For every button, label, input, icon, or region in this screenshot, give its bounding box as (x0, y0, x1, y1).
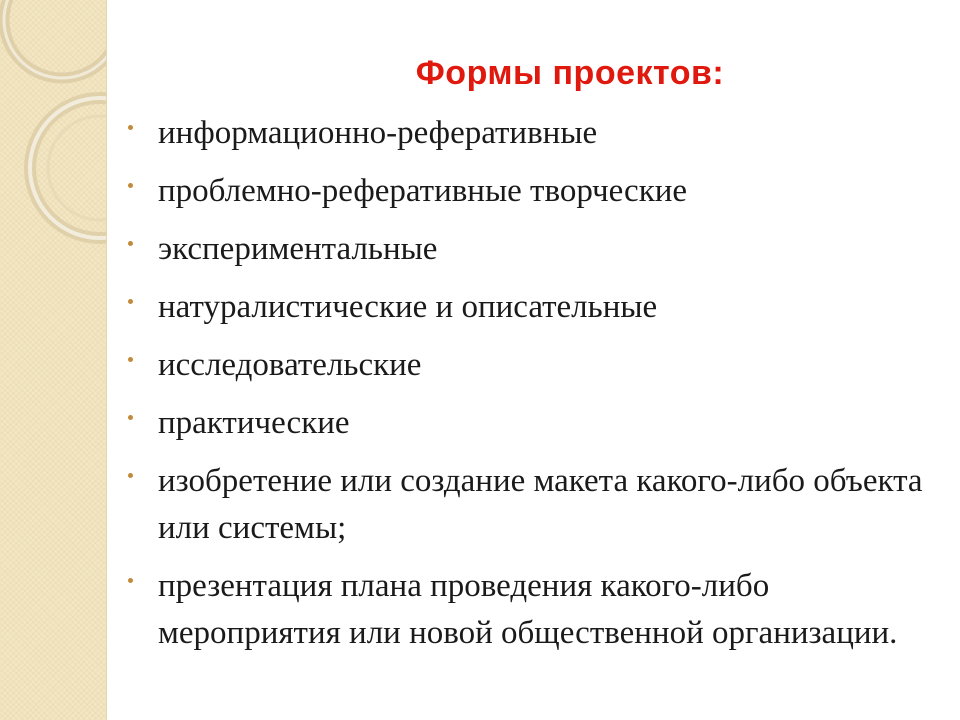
decorative-rings-icon (0, 0, 106, 320)
slide-title: Формы проектов: (415, 54, 725, 92)
bullet-icon (128, 226, 138, 273)
list-item (124, 110, 944, 157)
list-item-text: проблемно-реферативные творческие (158, 173, 688, 209)
list-item-text: информационно-реферативные (158, 115, 598, 151)
list-item-text: практические (158, 405, 350, 441)
bullet-icon (128, 110, 138, 157)
decorative-side-panel (0, 0, 107, 720)
list-item-text: исследовательские (158, 347, 422, 383)
list-item-text: натуралистические и описательные (158, 289, 658, 325)
bullet-icon (128, 563, 138, 610)
bullet-icon (128, 284, 138, 331)
list-item-text: экспериментальные (158, 231, 438, 267)
list-item (124, 458, 944, 552)
list-item (124, 168, 944, 215)
list-item-text: презентация плана проведения какого-либо мероприятия или новой общественной организации. (158, 568, 898, 651)
list-item-text: изобретение или создание макета какого-либо объекта или системы; (158, 463, 923, 546)
list-item (124, 226, 944, 273)
bullet-icon (128, 168, 138, 215)
bullet-icon (128, 400, 138, 447)
list-item (124, 284, 944, 331)
bullet-icon (128, 458, 138, 505)
list-item (124, 400, 944, 447)
list-item (124, 563, 944, 657)
list-item (124, 342, 944, 389)
bullet-icon (128, 342, 138, 389)
forms-list (124, 110, 944, 668)
